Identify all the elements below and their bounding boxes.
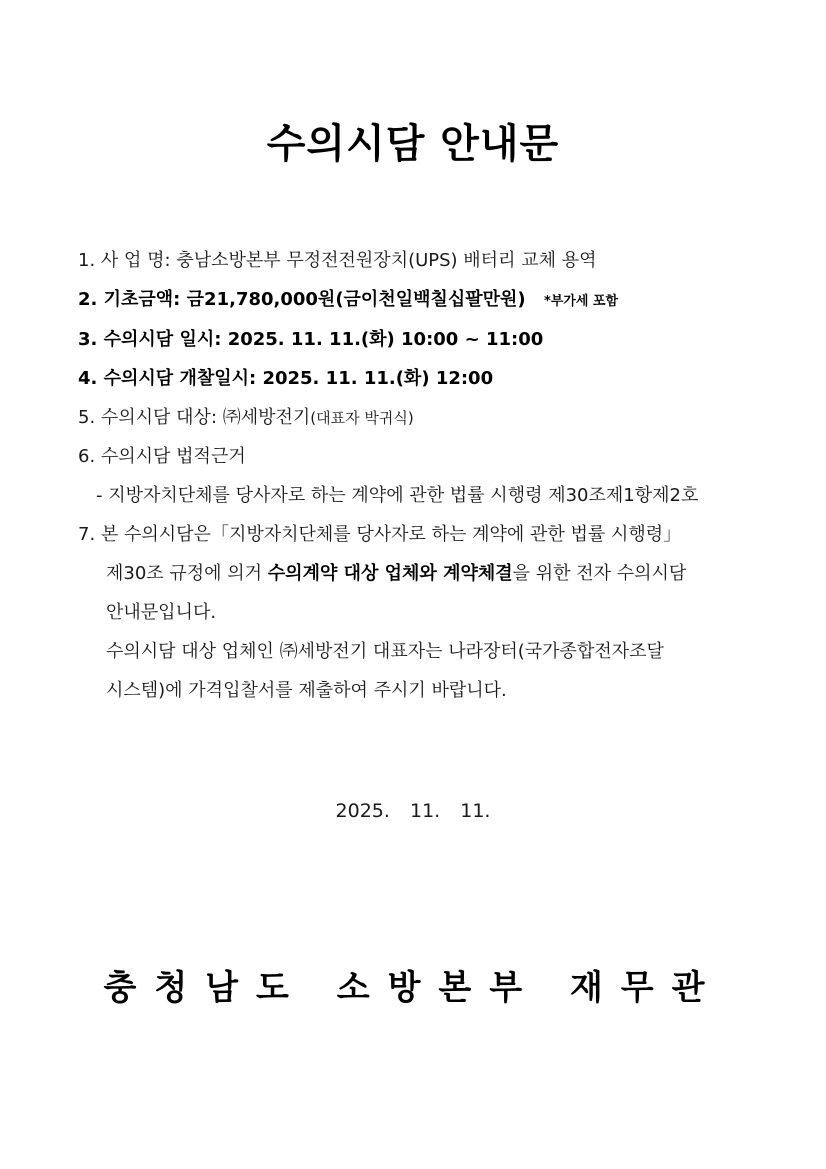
item-project-name-value: 충남소방본부 무정전전원장치(UPS) 배터리 교체 용역 (176, 250, 597, 271)
item-notice-line-1: 7. 본 수의시담은「지방자치단체를 당사자로 하는 계약에 관한 법률 시행령」 (78, 524, 682, 545)
item-notice-line-2-bold: 수의계약 대상 업체와 계약체결 (267, 563, 513, 584)
item-base-amount (78, 287, 618, 315)
item-legal-basis-detail: - 지방자치단체를 당사자로 하는 계약에 관한 법률 시행령 제30조제1항제2호 (96, 485, 699, 506)
item-target-company (78, 405, 414, 431)
document-date: 2025. 11. 11. (335, 800, 491, 822)
item-base-amount-value: 금21,780,000원(금이천일백칠십팔만원) (186, 289, 526, 310)
item-base-amount-label: 2. 기초금액: (78, 289, 181, 310)
item-notice-line-3: 안내문입니다. (106, 602, 217, 623)
item-notice-line-2 (106, 561, 754, 587)
issuer-signature: 충청남도 소방본부 재무관 (103, 968, 723, 1008)
item-project-name (78, 248, 596, 274)
item-notice-line-2-post: 을 위한 전자 수의시담 (512, 563, 687, 584)
item-project-name-label: 1. 사 업 명: (78, 250, 171, 271)
item-legal-basis: 6. 수의시담 법적근거 (78, 446, 246, 467)
item-negotiation-datetime: 3. 수의시담 일시: 2025. 11. 11.(화) 10:00 ~ 11:00 (78, 329, 544, 350)
document-title: 수의시담 안내문 (266, 121, 560, 167)
item-opening-datetime: 4. 수의시담 개찰일시: 2025. 11. 11.(화) 12:00 (78, 368, 494, 389)
vat-note: *부가세 포함 (543, 294, 619, 309)
item-target-company-main: 5. 수의시담 대상: ㈜세방전기 (78, 407, 311, 428)
item-notice-line-2-pre: 제30조 규정에 의거 (106, 563, 268, 584)
item-notice-line-4: 수의시담 대상 업체인 ㈜세방전기 대표자는 나라장터(국가종합전자조달 (106, 641, 664, 662)
item-notice-line-5: 시스템)에 가격입찰서를 제출하여 주시기 바랍니다. (106, 680, 507, 701)
item-target-company-representative: (대표자 박귀식) (310, 409, 414, 427)
